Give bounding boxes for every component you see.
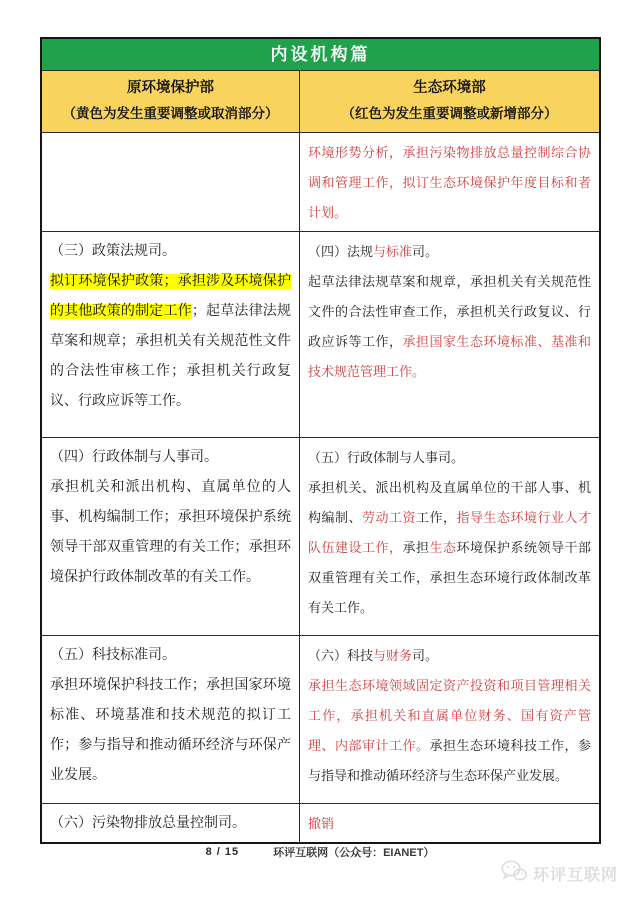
cell-paragraph	[308, 443, 591, 473]
table-cell-right	[299, 636, 599, 803]
text-segment: （六）科技	[308, 648, 374, 663]
wechat-icon	[501, 860, 527, 887]
table-subheader	[42, 70, 599, 132]
text-segment: （五）科技标准司。	[50, 648, 176, 663]
table-title: 内设机构篇	[42, 39, 599, 70]
text-segment: 承担	[402, 540, 430, 555]
old-ministry-note: （黄色为发生重要调整或取消部分）	[62, 106, 279, 121]
subheader-new-ministry	[299, 71, 599, 132]
table-cell-right	[299, 232, 599, 437]
cell-paragraph	[50, 443, 291, 473]
cell-paragraph	[50, 809, 291, 839]
new-ministry-title: 生态环境部	[413, 80, 486, 96]
text-segment: （三）政策法规司。	[50, 244, 176, 259]
cell-paragraph	[308, 671, 591, 791]
text-segment: 环境形势分析，承担污染物排放总量控制综合协调和管理工作，拟订生态环境保护年度目标和者计划。	[308, 145, 591, 220]
table-cell-left	[42, 804, 299, 842]
text-segment: 承担生态环境领域固定资产投资和项目管理相关工作，承担机关和直属单位财务、国有资产管理、内部审计工作。	[308, 678, 591, 753]
cell-paragraph	[308, 809, 591, 839]
text-segment: （六）污染物排放总量控制司。	[50, 816, 246, 831]
text-segment: 与标准	[373, 244, 413, 259]
text-segment: 承担机关、派出机构及直属单位的干部人事、机构编制、	[308, 480, 591, 525]
cell-paragraph	[308, 237, 591, 267]
new-ministry-note: （红色为发生重要调整或新增部分）	[341, 106, 558, 121]
text-segment: 承担生态环境科技工作，参与指导和推动循环经济与生态环保产业发展。	[308, 738, 591, 783]
text-segment: 指导生态环境行业人才队伍建设工作，	[308, 510, 591, 555]
watermark	[501, 860, 618, 887]
cell-paragraph	[50, 267, 291, 417]
text-segment: 与财务	[373, 648, 413, 663]
comparison-table	[40, 37, 601, 844]
footer-source: 环评互联网（公众号：EIANET）	[273, 847, 435, 859]
text-segment: （五）行政体制与人事司。	[308, 450, 465, 465]
text-segment: 撤销	[308, 816, 335, 831]
table-cell-right	[299, 133, 599, 231]
cell-paragraph	[50, 671, 291, 791]
text-segment: 承担机关和派出机构、直属单位的人事、机构编制工作；承担环境保护系统领导干部双重管理的有关工作；承担环境保护行政体制改革的有关工作。	[50, 480, 291, 585]
text-segment: （四）法规	[308, 244, 374, 259]
table-row	[42, 437, 599, 635]
text-segment: 承担国家生态环境标准、基准和技术规范管理工作。	[308, 334, 591, 379]
text-segment: ；起草法律法规草案和规章；承担机关有关规范性文件的合法性审核工作；承担机关行政复议、行政应诉等工作。	[50, 304, 291, 409]
text-segment: 司。	[412, 648, 439, 663]
text-segment: 生态	[429, 540, 457, 555]
text-segment: 劳动工资	[362, 510, 416, 525]
watermark-label: 环评互联网	[532, 867, 618, 884]
table-row	[42, 231, 599, 437]
table-cell-left	[42, 232, 299, 437]
cell-paragraph	[50, 237, 291, 267]
text-segment: 拟订环境保护政策；承担涉及环境保护的其他政策的制定工作	[50, 274, 291, 319]
text-segment: 环境保护系统领导干部双重管理有关工作，承担生态环境行政体制改革有关工作。	[308, 540, 591, 615]
table-row	[42, 132, 599, 231]
page-footer	[0, 844, 640, 860]
old-ministry-title: 原环境保护部	[127, 80, 214, 96]
page-number: 8 / 15	[205, 846, 240, 858]
cell-paragraph	[308, 138, 591, 228]
cell-paragraph	[308, 473, 591, 623]
cell-paragraph	[308, 267, 591, 387]
table-cell-left	[42, 133, 299, 231]
cell-paragraph	[50, 473, 291, 593]
table-row	[42, 803, 599, 842]
subheader-old-ministry	[42, 71, 299, 132]
table-cell-right	[299, 438, 599, 635]
cell-paragraph	[308, 641, 591, 671]
table-cell-right	[299, 804, 599, 842]
text-segment: 起草法律法规草案和规章，承担机关有关规范性文件的合法性审查工作，承担机关行政复议、行政应诉等工作，	[308, 274, 591, 349]
table-cell-left	[42, 636, 299, 803]
table-body	[42, 132, 599, 842]
text-segment: 承担环境保护科技工作；承担国家环境标准、环境基准和技术规范的拟订工作；参与指导和推动循环经济与环保产业发展。	[50, 678, 291, 783]
text-segment: 司。	[412, 244, 439, 259]
cell-paragraph	[50, 641, 291, 671]
table-row	[42, 635, 599, 803]
table-cell-left	[42, 438, 299, 635]
text-segment: 工作，	[416, 510, 457, 525]
text-segment: （四）行政体制与人事司。	[50, 450, 218, 465]
